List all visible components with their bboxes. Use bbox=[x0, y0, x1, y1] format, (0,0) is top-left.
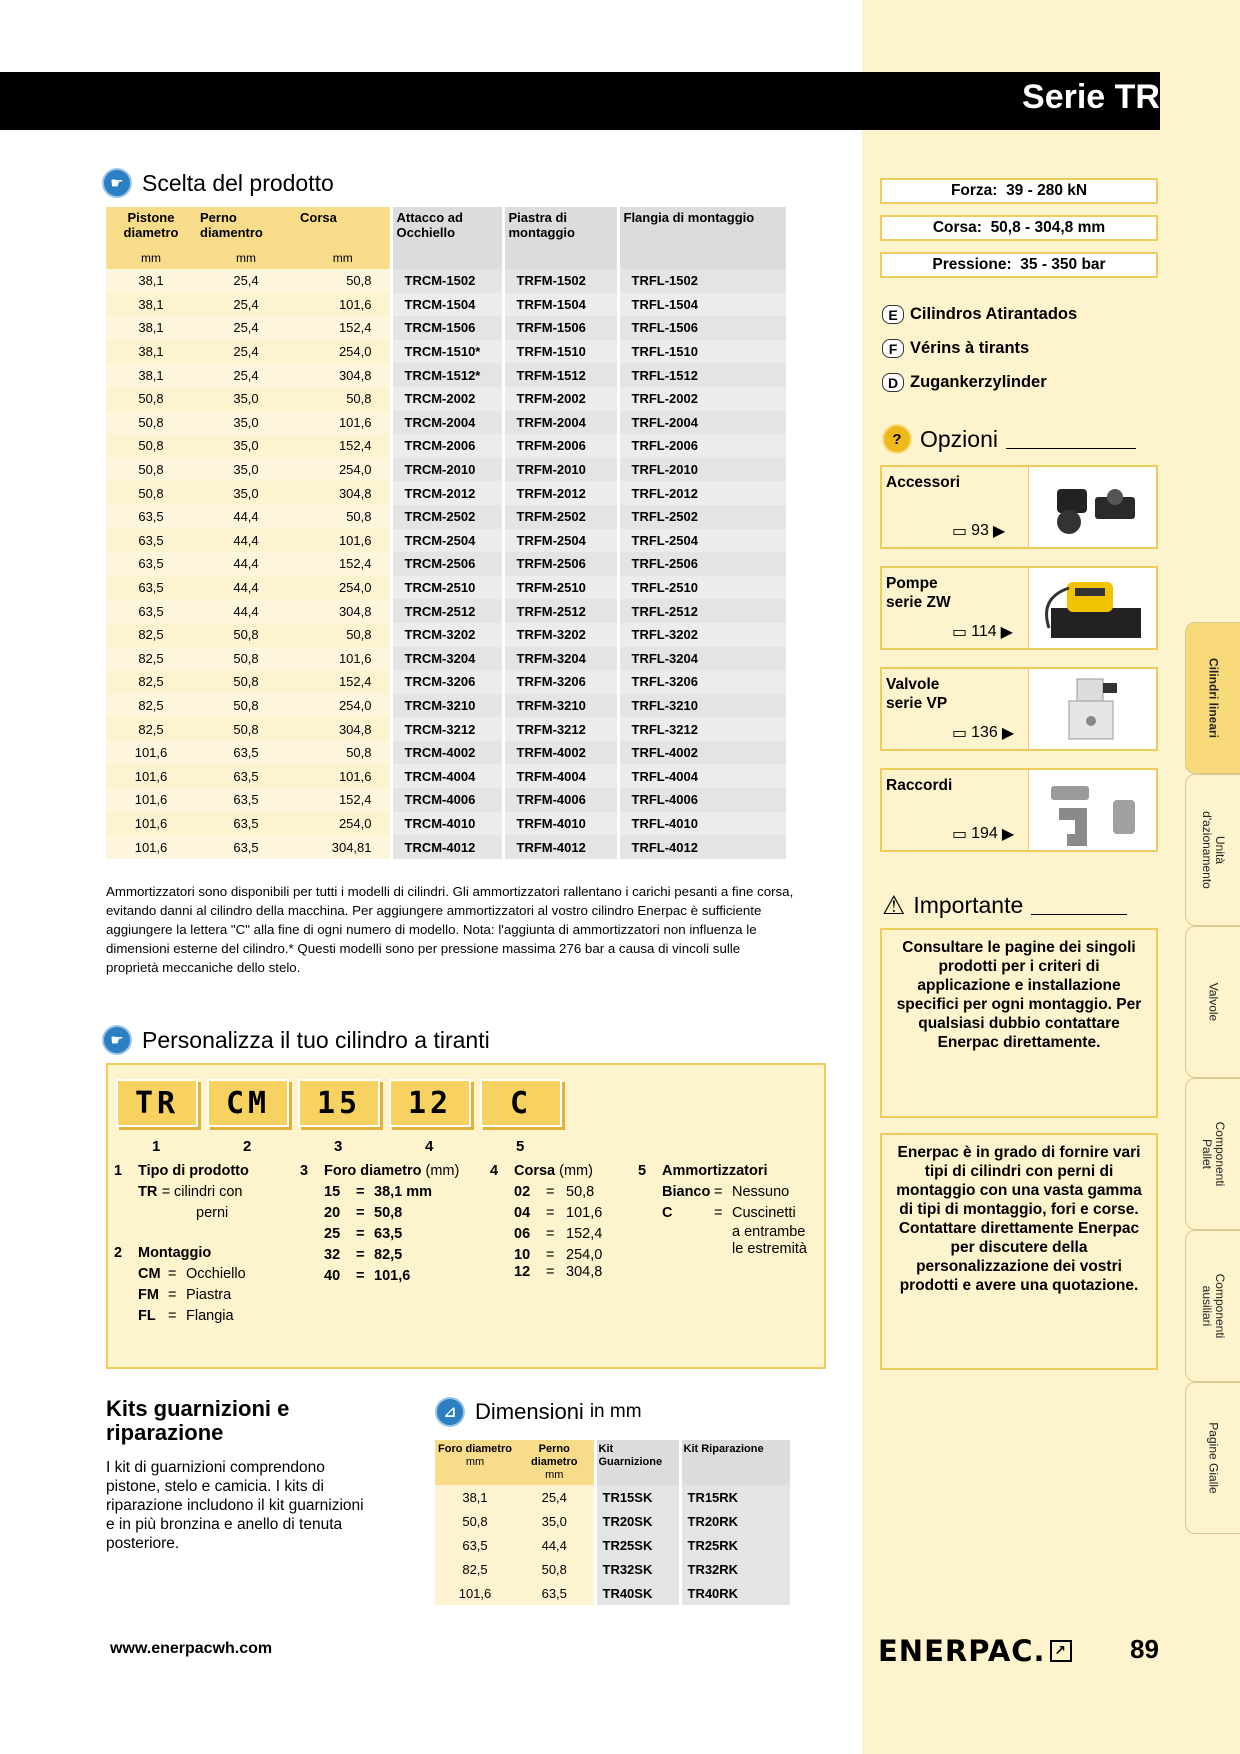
table-cell: 304,8 bbox=[296, 717, 391, 741]
table-cell: 35,0 bbox=[515, 1509, 595, 1533]
table-cell: TR40RK bbox=[680, 1581, 790, 1605]
table-cell: 38,1 bbox=[106, 363, 196, 387]
pompe-photo bbox=[1028, 568, 1156, 648]
arrow-right-icon: ▶ bbox=[1001, 725, 1015, 742]
position-number: 2 bbox=[243, 1138, 252, 1155]
table-cell: 82,5 bbox=[106, 717, 196, 741]
option-accessori[interactable]: Accessori ▭ 93 ▶ bbox=[880, 465, 1158, 549]
table-cell: 101,6 bbox=[296, 529, 391, 553]
table-cell: TRCM-2512 bbox=[391, 599, 503, 623]
table-cell: 63,5 bbox=[515, 1581, 595, 1605]
unit-cell bbox=[503, 243, 618, 269]
table-cell: 304,81 bbox=[296, 835, 391, 859]
col-header: Pistone diametro bbox=[106, 207, 196, 243]
configurator-title: ☛ Personalizza il tuo cilindro a tiranti bbox=[102, 1025, 490, 1055]
dimensions-table bbox=[435, 1440, 790, 1605]
table-cell: TRCM-2010 bbox=[391, 458, 503, 482]
table-cell: 101,6 bbox=[106, 835, 196, 859]
code-box-type: TR bbox=[116, 1079, 198, 1127]
table-cell: TRCM-4010 bbox=[391, 812, 503, 836]
table-cell: 101,6 bbox=[106, 741, 196, 765]
table-cell: 82,5 bbox=[435, 1557, 515, 1581]
tab-componenti-ausiliari[interactable]: Componenti ausiliari bbox=[1185, 1230, 1240, 1382]
language-fr[interactable]: F Vérins à tirants bbox=[882, 339, 1029, 358]
kits-title: Kits guarnizioni e riparazione bbox=[106, 1396, 290, 1445]
table-cell: TRFM-4002 bbox=[503, 741, 618, 765]
table-cell: 50,8 bbox=[106, 434, 196, 458]
table-row bbox=[106, 623, 786, 647]
table-cell: TRCM-2002 bbox=[391, 387, 503, 411]
col-header: Corsa bbox=[296, 207, 391, 243]
table-cell: TRFM-2512 bbox=[503, 599, 618, 623]
table-cell: TRFL-2510 bbox=[618, 576, 786, 600]
product-selection-title: ☛ Scelta del prodotto bbox=[102, 168, 334, 198]
table-cell: TRFM-4006 bbox=[503, 788, 618, 812]
table-cell: TRFM-1512 bbox=[503, 363, 618, 387]
important-box-2: Enerpac è in grado di fornire vari tipi di cilindri con perni di montaggio con una vasta gamma di tipi di montaggio, fori e corse. Contattare direttamente Enerpac per discutere della personalizzazione dei vostri prodotti e avere una quotazione. bbox=[880, 1133, 1158, 1370]
table-cell: TR32RK bbox=[680, 1557, 790, 1581]
table-row bbox=[106, 387, 786, 411]
table-row bbox=[435, 1533, 790, 1557]
table-cell: TRFM-2506 bbox=[503, 552, 618, 576]
table-cell: 82,5 bbox=[106, 694, 196, 718]
table-cell: 304,8 bbox=[296, 363, 391, 387]
important-title: ⚠ Importante bbox=[882, 890, 1127, 921]
page-title: Serie TR bbox=[1022, 78, 1160, 116]
table-cell: TRFM-1502 bbox=[503, 269, 618, 293]
col-header: Piastra di montaggio bbox=[503, 207, 618, 243]
table-cell: TR15SK bbox=[595, 1485, 680, 1509]
table-cell: TRFL-4010 bbox=[618, 812, 786, 836]
table-cell: TRFM-2504 bbox=[503, 529, 618, 553]
page-icon: ▭ bbox=[952, 523, 968, 540]
code-box-cushion: C bbox=[480, 1079, 562, 1127]
table-cell: TRCM-2012 bbox=[391, 481, 503, 505]
table-cell: TR20RK bbox=[680, 1509, 790, 1533]
table-cell: TRCM-3206 bbox=[391, 670, 503, 694]
table-row bbox=[106, 411, 786, 435]
footer-url[interactable]: www.enerpacwh.com bbox=[110, 1640, 273, 1657]
table-cell: 38,1 bbox=[106, 340, 196, 364]
col-header: Attacco ad Occhiello bbox=[391, 207, 503, 243]
table-cell: 101,6 bbox=[106, 788, 196, 812]
table-cell: 101,6 bbox=[296, 293, 391, 317]
table-cell: TRCM-4002 bbox=[391, 741, 503, 765]
table-row bbox=[106, 481, 786, 505]
table-row bbox=[435, 1485, 790, 1509]
table-cell: 50,8 bbox=[106, 411, 196, 435]
table-cell: 35,0 bbox=[196, 434, 296, 458]
code-box-mount: CM bbox=[207, 1079, 289, 1127]
table-cell: 63,5 bbox=[196, 812, 296, 836]
table-cell: TRFM-4004 bbox=[503, 764, 618, 788]
spec-pressure: Pressione: 35 - 350 bar bbox=[880, 252, 1158, 278]
important-box-1: Consultare le pagine dei singoli prodotti per i criteri di applicazione e installazione specifici per ogni montaggio. Per qualsiasi dubbio contattare Enerpac direttamente. bbox=[880, 928, 1158, 1118]
table-cell: TRCM-3210 bbox=[391, 694, 503, 718]
table-cell: 50,8 bbox=[435, 1509, 515, 1533]
table-cell: TRFL-2006 bbox=[618, 434, 786, 458]
table-row bbox=[106, 812, 786, 836]
spec-stroke: Corsa: 50,8 - 304,8 mm bbox=[880, 215, 1158, 241]
table-cell: TRFL-4012 bbox=[618, 835, 786, 859]
table-cell: 25,4 bbox=[196, 363, 296, 387]
table-cell: TRFM-4012 bbox=[503, 835, 618, 859]
table-cell: 101,6 bbox=[296, 411, 391, 435]
options-icon: ? bbox=[882, 424, 912, 454]
table-cell: TRFL-2512 bbox=[618, 599, 786, 623]
table-cell: TRFL-4004 bbox=[618, 764, 786, 788]
table-cell: TRFL-4006 bbox=[618, 788, 786, 812]
table-cell: 25,4 bbox=[196, 293, 296, 317]
table-cell: 63,5 bbox=[196, 764, 296, 788]
table-cell: TRCM-4006 bbox=[391, 788, 503, 812]
table-cell: TRFM-3202 bbox=[503, 623, 618, 647]
option-pompe[interactable]: Pompe serie ZW ▭ 114 ▶ bbox=[880, 566, 1158, 650]
table-cell: TRFM-2010 bbox=[503, 458, 618, 482]
table-cell: 38,1 bbox=[106, 316, 196, 340]
table-cell: 44,4 bbox=[515, 1533, 595, 1557]
table-cell: TRCM-2510 bbox=[391, 576, 503, 600]
position-number: 5 bbox=[516, 1138, 525, 1155]
table-cell: TR25SK bbox=[595, 1533, 680, 1557]
tab-unita-azionamento[interactable]: Unità d'azionamento bbox=[1185, 774, 1240, 926]
unit-cell: mm bbox=[296, 243, 391, 269]
unit-cell bbox=[391, 243, 503, 269]
table-cell: TRCM-1510* bbox=[391, 340, 503, 364]
table-cell: 50,8 bbox=[106, 481, 196, 505]
arrow-right-icon: ▶ bbox=[1001, 826, 1015, 843]
table-cell: TRFM-3212 bbox=[503, 717, 618, 741]
table-cell: 38,1 bbox=[435, 1485, 515, 1509]
table-cell: 50,8 bbox=[296, 623, 391, 647]
table-cell: 63,5 bbox=[196, 835, 296, 859]
hand-pointer-icon: ☛ bbox=[102, 168, 132, 198]
table-cell: 82,5 bbox=[106, 670, 196, 694]
table-cell: TRFM-1504 bbox=[503, 293, 618, 317]
table-row bbox=[106, 316, 786, 340]
table-cell: TRCM-4012 bbox=[391, 835, 503, 859]
table-row bbox=[106, 670, 786, 694]
table-cell: 35,0 bbox=[196, 411, 296, 435]
table-cell: 50,8 bbox=[196, 623, 296, 647]
table-cell: 44,4 bbox=[196, 576, 296, 600]
table-cell: 101,6 bbox=[296, 764, 391, 788]
table-cell: TRFM-2510 bbox=[503, 576, 618, 600]
table-cell: 304,8 bbox=[296, 599, 391, 623]
table-cell: 25,4 bbox=[196, 269, 296, 293]
spec-force: Forza: 39 - 280 kN bbox=[880, 178, 1158, 204]
valvole-photo bbox=[1028, 669, 1156, 749]
table-cell: TRCM-3212 bbox=[391, 717, 503, 741]
table-row bbox=[106, 576, 786, 600]
table-cell: TRCM-3202 bbox=[391, 623, 503, 647]
table-cell: 44,4 bbox=[196, 529, 296, 553]
table-cell: TRFL-2506 bbox=[618, 552, 786, 576]
table-cell: 63,5 bbox=[106, 529, 196, 553]
table-cell: TRFM-3210 bbox=[503, 694, 618, 718]
table-cell: TRCM-1506 bbox=[391, 316, 503, 340]
tab-pagine-gialle[interactable]: Pagine Gialle bbox=[1185, 1382, 1240, 1534]
language-de[interactable]: D Zugankerzylinder bbox=[882, 373, 1047, 392]
table-row bbox=[106, 505, 786, 529]
col-header: Perno diamentro bbox=[196, 207, 296, 243]
table-cell: TRCM-3204 bbox=[391, 647, 503, 671]
unit-cell: mm bbox=[196, 243, 296, 269]
table-cell: 254,0 bbox=[296, 458, 391, 482]
table-cell: 101,6 bbox=[296, 647, 391, 671]
table-cell: 35,0 bbox=[196, 458, 296, 482]
table-cell: 82,5 bbox=[106, 647, 196, 671]
table-cell: 82,5 bbox=[106, 623, 196, 647]
table-cell: 254,0 bbox=[296, 694, 391, 718]
col-header: Perno diametro mm bbox=[515, 1440, 595, 1485]
table-cell: 50,8 bbox=[196, 717, 296, 741]
table-cell: 101,6 bbox=[106, 812, 196, 836]
table-cell: TRFL-3210 bbox=[618, 694, 786, 718]
table-cell: 50,8 bbox=[106, 458, 196, 482]
raccordi-photo bbox=[1028, 770, 1156, 850]
table-cell: TR32SK bbox=[595, 1557, 680, 1581]
arrow-right-icon: ▶ bbox=[992, 523, 1006, 540]
position-number: 3 bbox=[334, 1138, 343, 1155]
table-cell: 50,8 bbox=[196, 694, 296, 718]
table-cell: TRFM-4010 bbox=[503, 812, 618, 836]
stroke-legend: 4 Corsa (mm) 02 = 50,8 04 = 101,6 06 = 152,4 10 = 254,0 12 = 304,8 bbox=[490, 1163, 603, 1280]
page-icon: ▭ bbox=[952, 826, 968, 843]
table-cell: TR40SK bbox=[595, 1581, 680, 1605]
table-cell: TRFL-3212 bbox=[618, 717, 786, 741]
table-cell: 254,0 bbox=[296, 812, 391, 836]
table-cell: 44,4 bbox=[196, 505, 296, 529]
tab-cilindri-lineari[interactable]: Cilindri lineari bbox=[1185, 622, 1240, 774]
table-cell: TRFM-2004 bbox=[503, 411, 618, 435]
table-cell: 35,0 bbox=[196, 481, 296, 505]
table-row bbox=[106, 458, 786, 482]
table-cell: TRFL-1512 bbox=[618, 363, 786, 387]
hand-pointer-icon: ☛ bbox=[102, 1025, 132, 1055]
table-row bbox=[106, 835, 786, 859]
table-cell: 50,8 bbox=[515, 1557, 595, 1581]
product-table bbox=[106, 207, 786, 859]
table-cell: 152,4 bbox=[296, 670, 391, 694]
table-cell: 50,8 bbox=[106, 387, 196, 411]
caliper-icon: ⊿ bbox=[435, 1397, 465, 1427]
table-cell: TRFL-2010 bbox=[618, 458, 786, 482]
table-cell: TRCM-2502 bbox=[391, 505, 503, 529]
col-header: Foro diametro mm bbox=[435, 1440, 515, 1485]
accessori-photo bbox=[1028, 467, 1156, 547]
table-cell: 101,6 bbox=[106, 764, 196, 788]
table-row bbox=[106, 788, 786, 812]
table-cell: 38,1 bbox=[106, 293, 196, 317]
code-box-bore: 15 bbox=[298, 1079, 380, 1127]
tab-valvole[interactable]: Valvole bbox=[1185, 926, 1240, 1078]
option-raccordi[interactable]: Raccordi ▭ 194 ▶ bbox=[880, 768, 1158, 852]
logo-mark-icon: ↗ bbox=[1050, 1640, 1072, 1662]
table-row bbox=[106, 363, 786, 387]
options-title: ? Opzioni bbox=[882, 424, 1136, 454]
table-cell: TRCM-4004 bbox=[391, 764, 503, 788]
table-cell: TRFL-2504 bbox=[618, 529, 786, 553]
table-cell: TRFM-1510 bbox=[503, 340, 618, 364]
table-cell: TRFM-2002 bbox=[503, 387, 618, 411]
table-cell: TRFL-3204 bbox=[618, 647, 786, 671]
table-cell: 50,8 bbox=[196, 647, 296, 671]
col-header: Flangia di montaggio bbox=[618, 207, 786, 243]
col-header: Kit Riparazione bbox=[680, 1440, 790, 1485]
bore-legend: 3 Foro diametro (mm) 15 = 38,1 mm 20 = 50,8 25 = 63,5 32 = 82,5 40 = 101,6 bbox=[300, 1163, 460, 1284]
table-cell: 44,4 bbox=[196, 599, 296, 623]
table-cell: TR15RK bbox=[680, 1485, 790, 1509]
cushion-note: Ammortizzatori sono disponibili per tutti i modelli di cilindri. Gli ammortizzatori rallentano i carichi pesanti a fine corsa, evitando danni al cilindro della macchina. Per aggiungere ammortizzatori al vostro cilindro Enerpac è sufficiente aggiungere la lettera "C" alla fine di ogni numero di modello. Nota: l'aggiunta di ammortizzatori non influenza le dimensioni esterne del cilindro.* Questi modelli sono per pressione massima 276 bar a causa di vincoli sulle proprietà meccaniche dello stelo. bbox=[106, 884, 794, 975]
table-cell: 63,5 bbox=[106, 576, 196, 600]
table-cell: TRFL-1510 bbox=[618, 340, 786, 364]
table-cell: TRCM-2506 bbox=[391, 552, 503, 576]
table-cell: 25,4 bbox=[196, 316, 296, 340]
configurator-box bbox=[106, 1063, 826, 1369]
table-cell: TRFL-2012 bbox=[618, 481, 786, 505]
page-icon: ▭ bbox=[952, 725, 968, 742]
table-cell: 63,5 bbox=[106, 599, 196, 623]
position-number: 4 bbox=[425, 1138, 434, 1155]
table-cell: TRFM-2502 bbox=[503, 505, 618, 529]
table-cell: TRCM-1504 bbox=[391, 293, 503, 317]
page-ref[interactable]: ▭ 114 ▶ bbox=[952, 623, 1013, 641]
table-cell: 38,1 bbox=[106, 269, 196, 293]
unit-cell: mm bbox=[106, 243, 196, 269]
table-cell: 152,4 bbox=[296, 316, 391, 340]
unit-cell bbox=[618, 243, 786, 269]
col-header: Kit Guarnizione bbox=[595, 1440, 680, 1485]
table-cell: 25,4 bbox=[196, 340, 296, 364]
table-cell: 152,4 bbox=[296, 552, 391, 576]
page-ref[interactable]: ▭ 136 ▶ bbox=[952, 724, 1015, 742]
table-row bbox=[106, 694, 786, 718]
table-row bbox=[106, 599, 786, 623]
mount-legend: 2 Montaggio CM = Occhiello FM = Piastra FL = Flangia bbox=[114, 1245, 246, 1324]
table-cell: TRFL-3206 bbox=[618, 670, 786, 694]
table-cell: TRFM-3206 bbox=[503, 670, 618, 694]
table-cell: 35,0 bbox=[196, 387, 296, 411]
table-cell: 152,4 bbox=[296, 434, 391, 458]
table-row bbox=[106, 647, 786, 671]
table-cell: TRCM-2006 bbox=[391, 434, 503, 458]
arrow-right-icon: ▶ bbox=[1000, 624, 1013, 641]
page-icon: ▭ bbox=[952, 624, 968, 641]
language-es[interactable]: E Cilindros Atirantados bbox=[882, 305, 1077, 324]
table-cell: TRFL-1506 bbox=[618, 316, 786, 340]
table-cell: TRCM-2004 bbox=[391, 411, 503, 435]
table-cell: TRFL-3202 bbox=[618, 623, 786, 647]
table-cell: 44,4 bbox=[196, 552, 296, 576]
table-cell: 63,5 bbox=[196, 741, 296, 765]
table-cell: 304,8 bbox=[296, 481, 391, 505]
type-legend: 1 Tipo di prodotto TR = cilindri con perni bbox=[114, 1163, 249, 1221]
table-row bbox=[435, 1509, 790, 1533]
table-row bbox=[106, 741, 786, 765]
table-cell: 254,0 bbox=[296, 576, 391, 600]
table-cell: TRCM-2504 bbox=[391, 529, 503, 553]
table-cell: 63,5 bbox=[106, 552, 196, 576]
table-cell: TRFL-2502 bbox=[618, 505, 786, 529]
enerpac-logo: ENERPAC. ↗ bbox=[878, 1634, 1072, 1668]
table-cell: TRCM-1502 bbox=[391, 269, 503, 293]
table-cell: TRFL-4002 bbox=[618, 741, 786, 765]
page-ref[interactable]: ▭ 93 ▶ bbox=[952, 522, 1006, 540]
table-cell: 63,5 bbox=[196, 788, 296, 812]
table-cell: 63,5 bbox=[106, 505, 196, 529]
table-cell: 25,4 bbox=[515, 1485, 595, 1509]
option-valvole[interactable]: Valvole serie VP ▭ 136 ▶ bbox=[880, 667, 1158, 751]
table-row bbox=[106, 434, 786, 458]
table-row bbox=[106, 552, 786, 576]
table-cell: TRFM-1506 bbox=[503, 316, 618, 340]
table-cell: TRCM-1512* bbox=[391, 363, 503, 387]
table-row bbox=[106, 269, 786, 293]
header-bar bbox=[0, 72, 1160, 130]
table-cell: TRFL-2004 bbox=[618, 411, 786, 435]
warning-icon: ⚠ bbox=[882, 890, 906, 920]
table-cell: 50,8 bbox=[296, 387, 391, 411]
table-cell: 50,8 bbox=[296, 505, 391, 529]
table-cell: 50,8 bbox=[296, 741, 391, 765]
table-cell: TRFM-3204 bbox=[503, 647, 618, 671]
page-ref[interactable]: ▭ 194 ▶ bbox=[952, 825, 1015, 843]
tab-componenti-pallet[interactable]: Componenti Pallet bbox=[1185, 1078, 1240, 1230]
table-row bbox=[106, 340, 786, 364]
code-box-stroke: 12 bbox=[389, 1079, 471, 1127]
cushion-legend: 5 Ammortizzatori Bianco = Nessuno C = Cuscinetti a entrambe le estremità bbox=[638, 1163, 807, 1257]
table-row bbox=[106, 717, 786, 741]
table-cell: TRFL-1502 bbox=[618, 269, 786, 293]
table-cell: 63,5 bbox=[435, 1533, 515, 1557]
table-row bbox=[106, 529, 786, 553]
table-cell: TRFL-1504 bbox=[618, 293, 786, 317]
table-row bbox=[106, 764, 786, 788]
table-row bbox=[106, 293, 786, 317]
kits-text: I kit di guarnizioni comprendono pistone, stelo e camicia. I kits di riparazione includono il kit guarnizioni e in più bronzina e anello di tenuta posteriore. bbox=[106, 1459, 364, 1552]
table-cell: 50,8 bbox=[296, 269, 391, 293]
table-row bbox=[435, 1581, 790, 1605]
table-cell: 101,6 bbox=[435, 1581, 515, 1605]
table-cell: TRFL-2002 bbox=[618, 387, 786, 411]
table-cell: 152,4 bbox=[296, 788, 391, 812]
position-number: 1 bbox=[152, 1138, 161, 1155]
table-cell: 50,8 bbox=[196, 670, 296, 694]
dimensions-title: ⊿ Dimensioni in mm bbox=[435, 1397, 642, 1427]
table-cell: 254,0 bbox=[296, 340, 391, 364]
page-number: 89 bbox=[1130, 1634, 1159, 1664]
table-cell: TR25RK bbox=[680, 1533, 790, 1557]
table-cell: TRFM-2012 bbox=[503, 481, 618, 505]
table-cell: TR20SK bbox=[595, 1509, 680, 1533]
table-row bbox=[435, 1557, 790, 1581]
table-cell: TRFM-2006 bbox=[503, 434, 618, 458]
